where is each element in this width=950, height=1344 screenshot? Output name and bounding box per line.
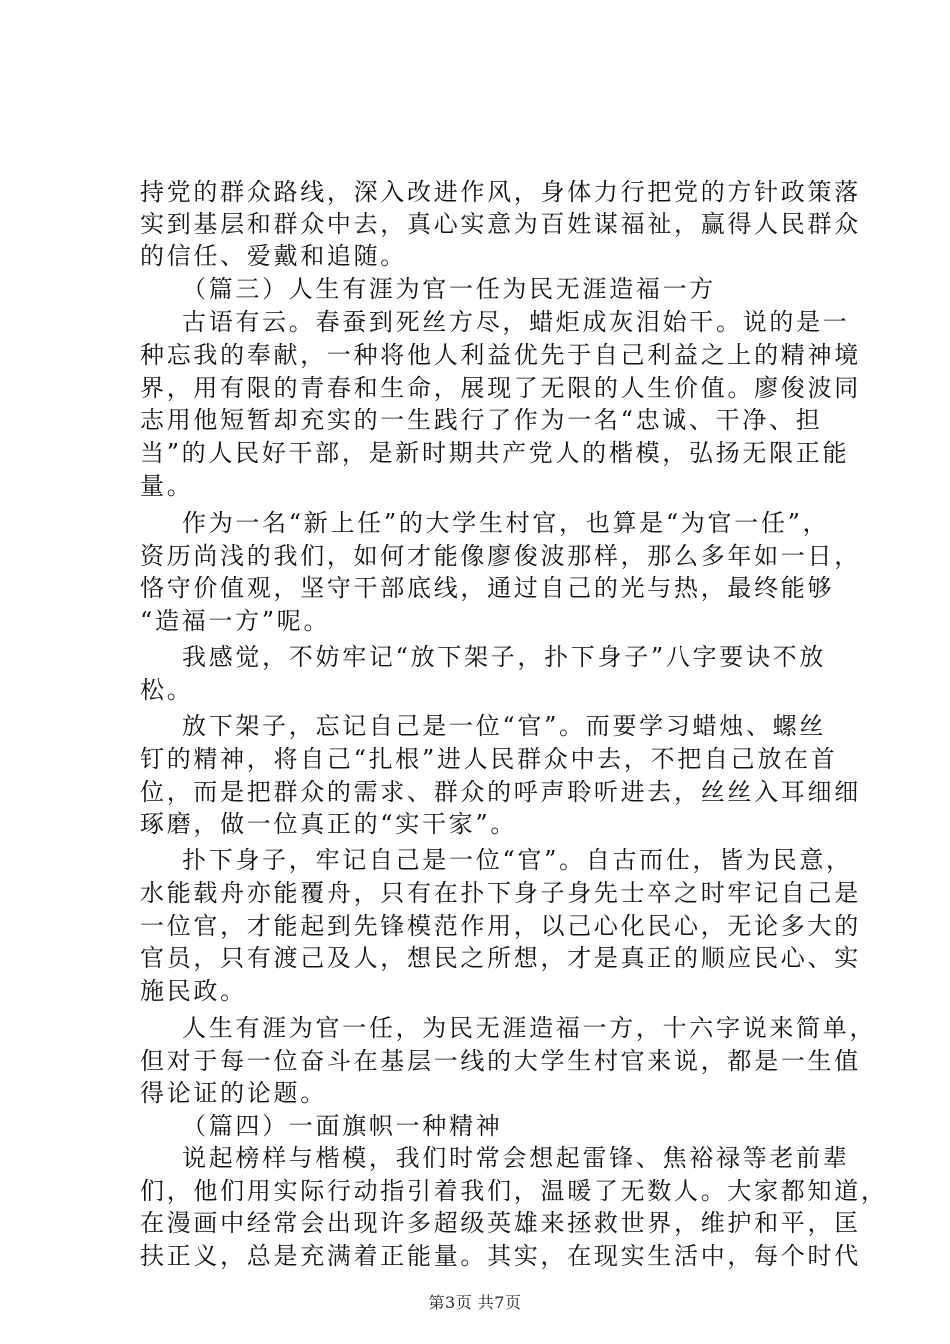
text-line: 资历尚浅的我们，如何才能像廖俊波那样，那么多年如一日， <box>140 542 861 570</box>
text-line: 当”的人民好干部，是新时期共产党人的楷模，弘扬无限正能 <box>140 439 850 467</box>
section-heading: （篇三）人生有涯为官一任为民无涯造福一方 <box>182 275 716 303</box>
text-line: 界，用有限的青春和生命，展现了无限的人生价值。廖俊波同 <box>140 374 861 402</box>
text-line: 扑下身子，牢记自己是一位“官”。自古而仕，皆为民意， <box>182 846 853 874</box>
text-line: 人生有涯为官一任，为民无涯造福一方，十六字说来简单， <box>182 1014 877 1042</box>
page-number-footer: 第3页 共7页 <box>428 1293 522 1312</box>
text-line: “造福一方”呢。 <box>140 607 331 635</box>
text-line: 在漫画中经常会出现许多超级英雄来拯救世界，维护和平，匡 <box>140 1209 861 1237</box>
text-line: 们，他们用实际行动指引着我们，温暖了无数人。大家都知道， <box>140 1177 888 1205</box>
text-line: 官员，只有渡己及人，想民之所想，才是真正的顺应民心、实 <box>140 944 861 972</box>
text-line: 扶正义，总是充满着正能量。其实，在现实生活中，每个时代 <box>140 1242 861 1270</box>
text-line: 琢磨，做一位真正的“实干家”。 <box>140 810 518 838</box>
text-line: 作为一名“新上任”的大学生村官，也算是“为官一任”， <box>182 509 830 537</box>
section-heading: （篇四）一面旗帜一种精神 <box>182 1112 503 1140</box>
text-line: 得论证的论题。 <box>140 1079 327 1107</box>
text-line: 放下架子，忘记自己是一位“官”。而要学习蜡烛、螺丝 <box>182 712 827 740</box>
text-line: 施民政。 <box>140 977 247 1005</box>
text-line: 一位官，才能起到先锋模范作用，以己心化民心，无论多大的 <box>140 912 861 940</box>
text-line: 位，而是把群众的需求、群众的呼声聆听进去，丝丝入耳细细 <box>140 778 861 806</box>
text-line: 我感觉，不妨牢记“放下架子，扑下身子”八字要诀不放 <box>182 643 827 671</box>
text-line: 说起榜样与楷模，我们时常会想起雷锋、焦裕禄等老前辈 <box>182 1144 850 1172</box>
text-line: 古语有云。春蚕到死丝方尽，蜡炬成灰泪始干。说的是一 <box>182 308 850 336</box>
text-line: 水能载舟亦能覆舟，只有在扑下身子身先士卒之时牢记自己是 <box>140 879 861 907</box>
text-line: 但对于每一位奋斗在基层一线的大学生村官来说，都是一生值 <box>140 1047 861 1075</box>
text-line: 志用他短暂却充实的一生践行了作为一名“忠诚、干净、担 <box>140 406 823 434</box>
text-line: 松。 <box>140 676 194 704</box>
text-line: 实到基层和群众中去，真心实意为百姓谋福祉，赢得人民群众 <box>140 210 861 238</box>
text-line: 量。 <box>140 472 194 500</box>
text-line: 恪守价值观，坚守干部底线，通过自己的光与热，最终能够 <box>140 574 835 602</box>
text-line: 的信任、爱戴和追随。 <box>140 242 407 270</box>
text-line: 持党的群众路线，深入改进作风，身体力行把党的方针政策落 <box>140 178 861 206</box>
text-line: 钉的精神，将自己“扎根”进人民群众中去，不把自己放在首 <box>140 745 838 773</box>
text-line: 种忘我的奉献，一种将他人利益优先于自己利益之上的精神境 <box>140 341 861 369</box>
